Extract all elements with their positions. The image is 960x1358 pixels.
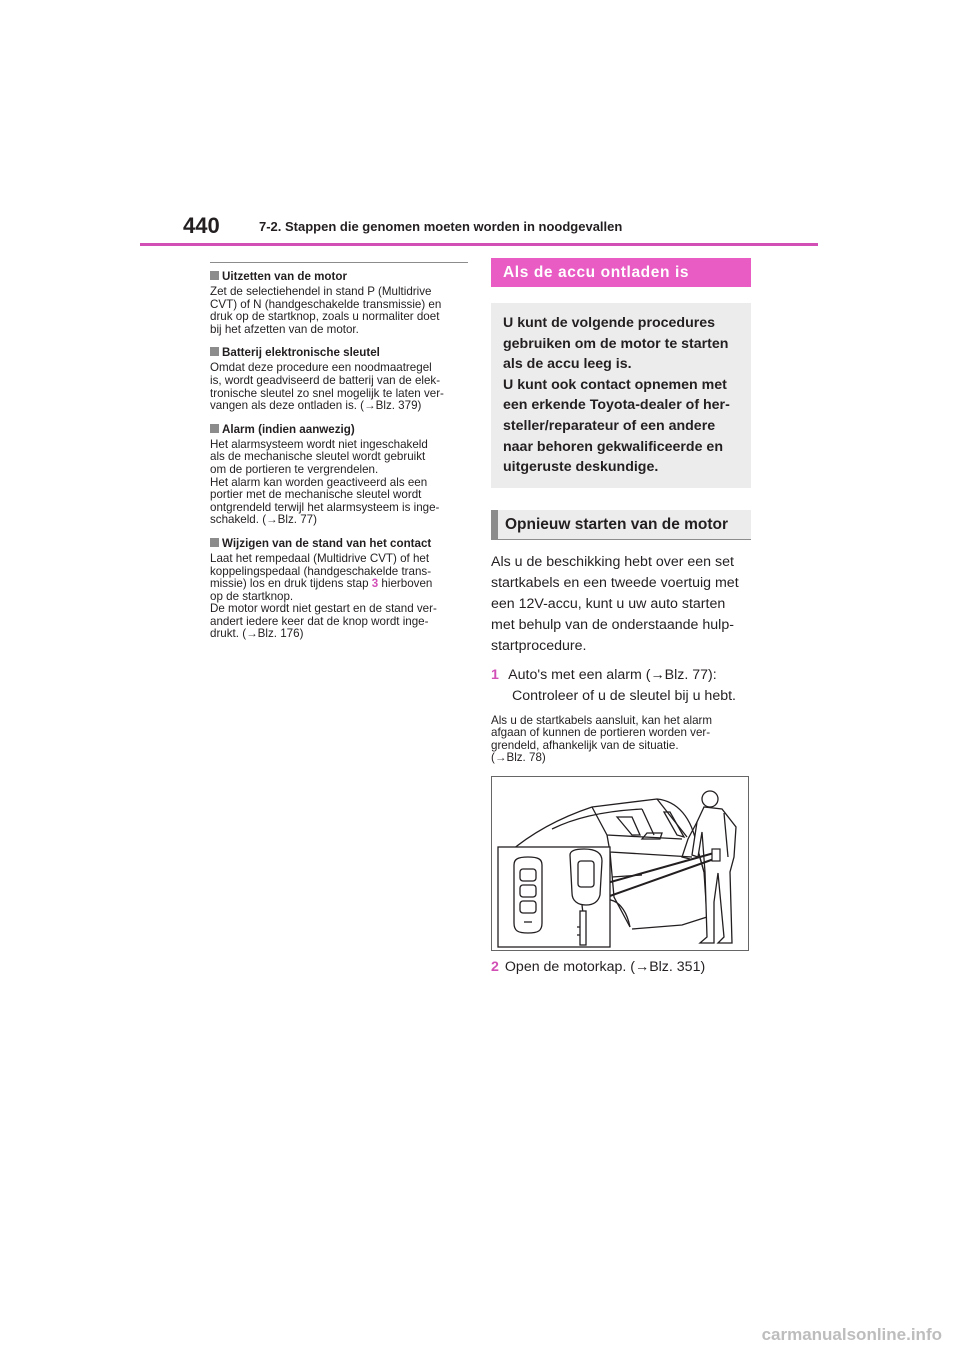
chapter-title: 7-2. Stappen die genomen moeten worden in noodgevallen (259, 219, 623, 234)
step-number: 2 (491, 959, 499, 976)
intro-line: U kunt de volgende procedures (503, 315, 716, 331)
intro-line: steller/reparateur of een andere (503, 417, 716, 434)
body-text (491, 552, 751, 657)
body-line: startprocedure. (491, 637, 587, 654)
car-key-illustration (491, 776, 749, 951)
square-bullet-icon (210, 424, 219, 433)
note-ignition-mode (210, 536, 468, 641)
note-line: vangen als deze ontladen is. (→Blz. 379) (210, 399, 422, 413)
note-line: tronische sleutel zo snel mogelijk te laten ver- (210, 386, 444, 400)
body-line: een 12V-accu, kunt u uw auto starten (491, 595, 726, 612)
step-number: 1 (491, 666, 499, 683)
step-2: 2 Open de motorkap. (→Blz. 351) (491, 959, 706, 976)
body-line: startkabels en een tweede voertuig met (491, 574, 739, 591)
intro-line: U kunt ook contact opnemen met (503, 376, 727, 393)
section-banner: Als de accu ontladen is (491, 258, 751, 287)
note-heading: Wijzigen van de stand van het contact (210, 536, 468, 551)
intro-line: als de accu leeg is. (503, 356, 632, 373)
note-line: als de mechanische sleutel wordt gebruikt (210, 450, 426, 464)
note-line: andert iedere keer dat de knop wordt inge- (210, 614, 429, 628)
note-line: Het alarm kan worden geactiveerd als een (210, 475, 428, 489)
note-line: bij het afzetten van de motor. (210, 322, 359, 336)
section-heading: Opnieuw starten van de motor (491, 510, 751, 540)
small-note-line: Als u de startkabels aansluit, kan het alarm (491, 713, 713, 727)
note-line: De motor wordt niet gestart en de stand ver- (210, 602, 437, 616)
square-bullet-icon (210, 347, 219, 356)
page-number: 440 (183, 213, 220, 238)
square-bullet-icon (210, 271, 219, 280)
intro-box (491, 303, 751, 488)
note-heading: Uitzetten van de motor (210, 269, 468, 284)
note-line: portier met de mechanische sleutel wordt (210, 488, 422, 502)
note-line: druk op de startknop, zoals u normaliter doet (210, 310, 440, 324)
note-line: ontgrendeld terwijl het alarmsysteem is inge- (210, 500, 440, 514)
square-bullet-icon (210, 538, 219, 547)
step-number: 3 (371, 577, 379, 591)
note-line: Het alarmsysteem wordt niet ingeschakeld (210, 437, 428, 451)
small-note (491, 715, 751, 765)
small-note-line: afgaan of kunnen de portieren worden ver- (491, 726, 711, 740)
note-heading: Alarm (indien aanwezig) (210, 422, 468, 437)
note-line: is, wordt geadviseerd de batterij van de elek- (210, 373, 441, 387)
watermark: carmanualsonline.info (761, 1325, 942, 1344)
step-1: 1 Auto's met een alarm (→Blz. 77): Controleer of u de sleutel bij u hebt. (491, 666, 736, 704)
note-line: schakeld. (→Blz. 77) (210, 513, 317, 527)
column-top-rule (210, 262, 468, 263)
body-line: met behulp van de onderstaande hulp- (491, 616, 734, 633)
note-line: CVT) of N (handgeschakelde transmissie) en (210, 297, 442, 311)
note-line: Zet de selectiehendel in stand P (Multidrive (210, 285, 432, 298)
note-line: Laat het rempedaal (Multidrive CVT) of het (210, 551, 430, 565)
note-line: Omdat deze procedure een noodmaatregel (210, 361, 432, 375)
intro-line: een erkende Toyota-dealer of her- (503, 397, 730, 414)
body-line: Als u de beschikking hebt over een set (491, 553, 734, 570)
note-engine-off (210, 269, 468, 336)
car-with-person-and-key-icon (492, 777, 749, 951)
note-line: op de startknop. (210, 589, 294, 603)
intro-line: naar behoren gekwalificeerde en (503, 438, 723, 455)
intro-line: uitgeruste deskundige. (503, 459, 659, 476)
note-key-battery (210, 345, 468, 412)
left-column (210, 262, 468, 650)
note-alarm (210, 422, 468, 527)
note-line: drukt. (→Blz. 176) (210, 627, 304, 641)
note-line: missie) los en druk tijdens stap 3 hierboven (210, 577, 433, 591)
intro-line: gebruiken om de motor te starten (503, 335, 729, 352)
small-note-line: (→Blz. 78) (491, 750, 546, 764)
header-rule (140, 243, 818, 246)
note-line: om de portieren te vergrendelen. (210, 462, 379, 476)
note-heading: Batterij elektronische sleutel (210, 345, 468, 360)
note-line: koppelingspedaal (handgeschakelde trans- (210, 564, 432, 578)
small-note-line: grendeld, afhankelijk van de situatie. (491, 738, 679, 752)
right-column (491, 258, 751, 977)
